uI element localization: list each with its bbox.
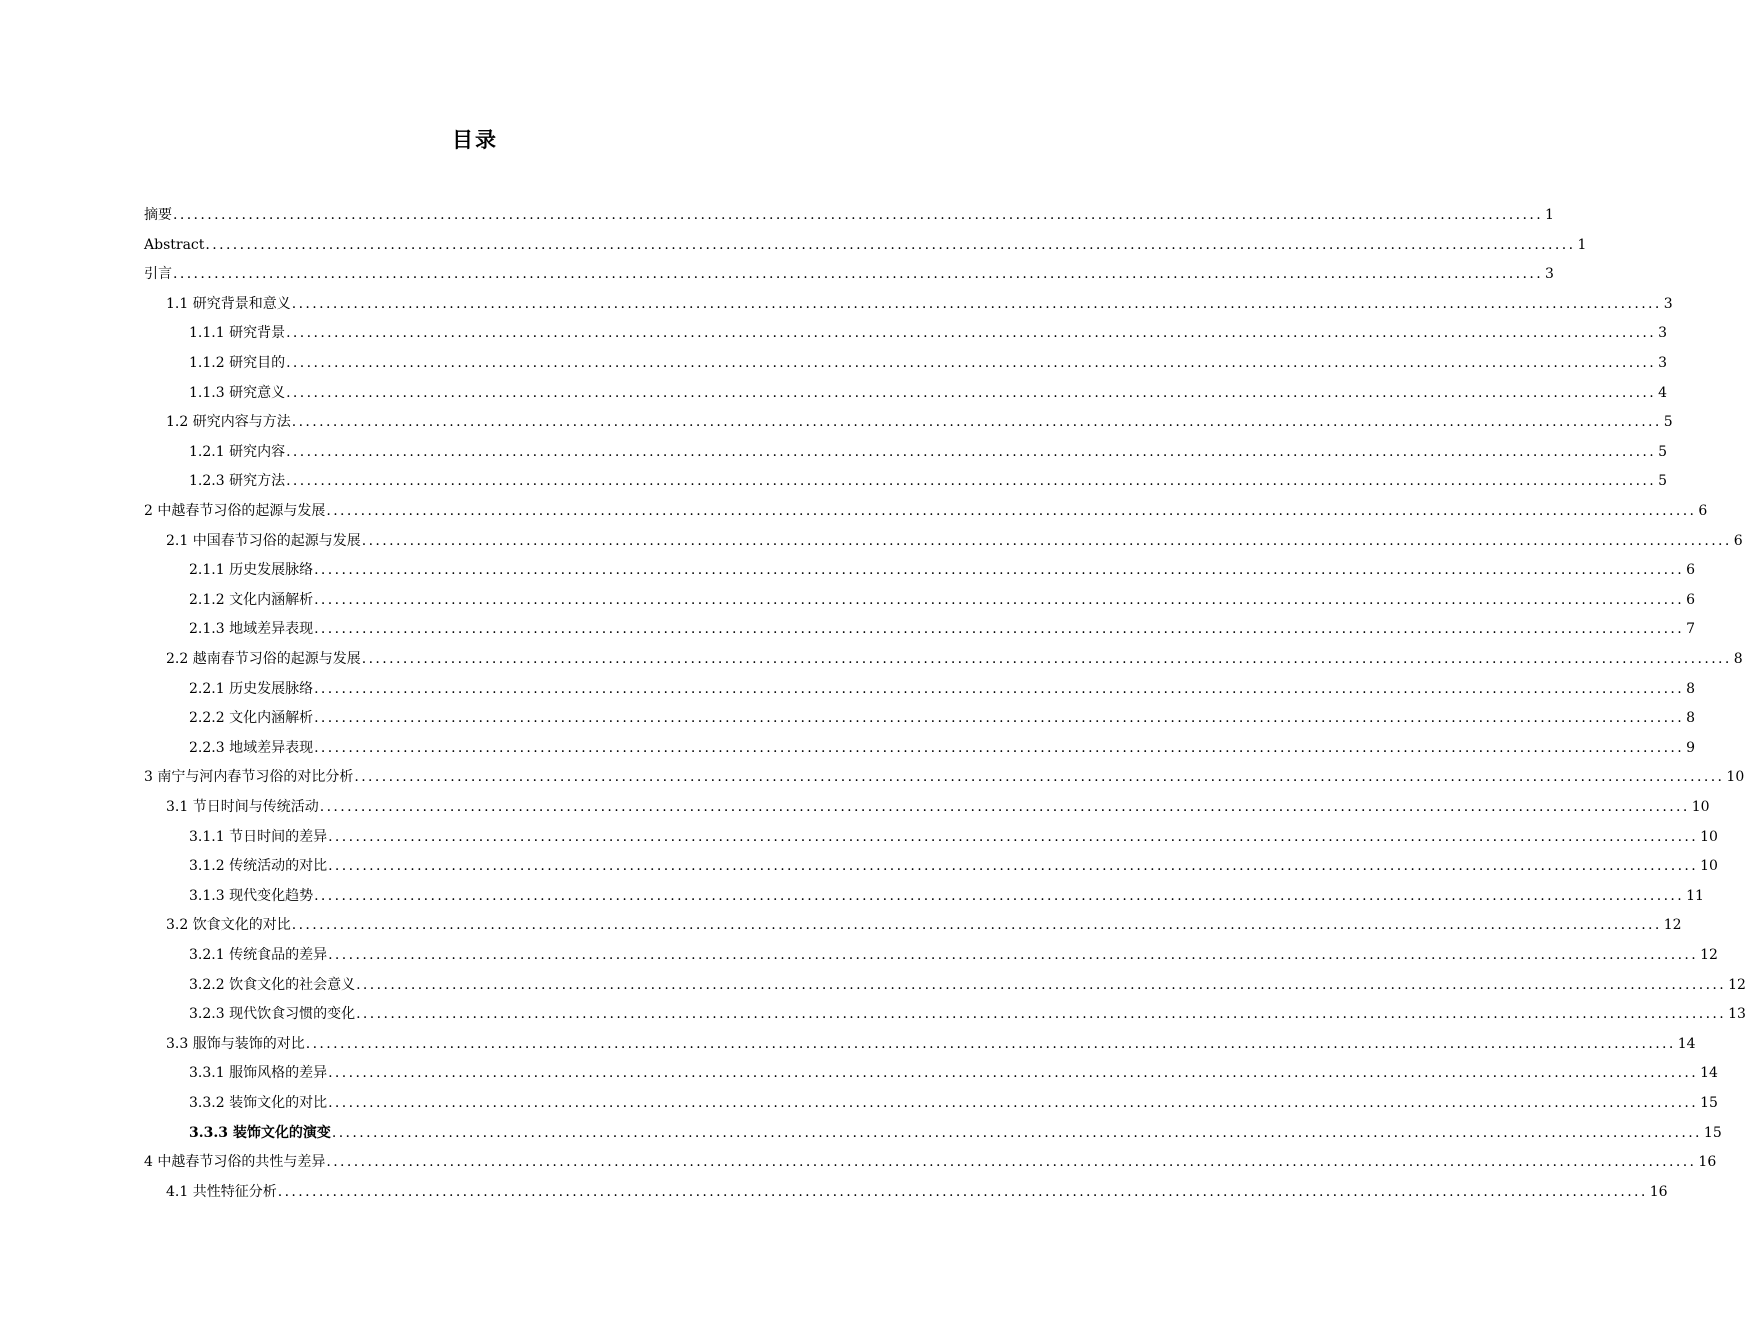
- toc-entry[interactable]: [189, 1122, 1722, 1144]
- toc-entry-label: 3.2.3 现代饮食习惯的变化: [189, 1006, 356, 1022]
- toc-entry-label: 3.3 服饰与装饰的对比: [166, 1036, 305, 1052]
- toc-entry-page-number: 12: [1700, 947, 1718, 963]
- toc-leader-dots: ........................................................................................................................................................................................................: [291, 414, 1662, 430]
- toc-entry-label: 2.1 中国春节习俗的起源与发展: [166, 533, 361, 549]
- toc-leader-dots: ........................................................................................................................................................................................................: [305, 1036, 1676, 1052]
- toc-entry[interactable]: [189, 1092, 1718, 1114]
- toc-entry-label: 1.2.1 研究内容: [189, 444, 286, 460]
- toc-entry-page-number: 12: [1728, 977, 1746, 993]
- toc-entry[interactable]: [166, 914, 1682, 936]
- toc-leader-dots: ........................................................................................................................................................................................................: [286, 473, 1657, 489]
- toc-entry-page-number: 12: [1663, 917, 1682, 933]
- toc-entry-page-number: 6: [1686, 562, 1696, 578]
- toc-entry-label: 3.1 节日时间与传统活动: [166, 799, 319, 815]
- toc-entry-label: 2.1.2 文化内涵解析: [189, 592, 314, 608]
- toc-entry[interactable]: [189, 618, 1696, 640]
- toc-leader-dots: ........................................................................................................................................................................................................: [277, 1184, 1648, 1200]
- toc-entry[interactable]: [189, 974, 1746, 996]
- toc-entry[interactable]: [144, 263, 1554, 285]
- toc-entry-page-number: 8: [1733, 651, 1743, 667]
- toc-entry[interactable]: [189, 707, 1696, 729]
- toc-entry-label: 3.3.2 装饰文化的对比: [189, 1095, 328, 1111]
- toc-entry[interactable]: [189, 678, 1696, 700]
- toc-entry-page-number: 14: [1700, 1065, 1718, 1081]
- toc-entry[interactable]: [166, 411, 1673, 433]
- toc-leader-dots: ........................................................................................................................................................................................................: [291, 917, 1662, 933]
- toc-leader-dots: ........................................................................................................................................................................................................: [328, 947, 1699, 963]
- toc-leader-dots: ........................................................................................................................................................................................................: [356, 1006, 1727, 1022]
- page-title: 目录: [452, 128, 498, 152]
- toc-entry-label: 3.1.3 现代变化趋势: [189, 888, 314, 904]
- toc-entry-page-number: 3: [1658, 325, 1668, 341]
- toc-leader-dots: ........................................................................................................................................................................................................: [314, 621, 1685, 637]
- toc-entry-page-number: 8: [1686, 710, 1696, 726]
- toc-entry[interactable]: [189, 826, 1718, 848]
- toc-entry[interactable]: [166, 530, 1743, 552]
- toc-entry-label: 2.1.1 历史发展脉络: [189, 562, 314, 578]
- toc-leader-dots: ........................................................................................................................................................................................................: [314, 681, 1685, 697]
- toc-entry-label: 3.1.1 节日时间的差异: [189, 829, 328, 845]
- toc-entry[interactable]: [189, 1003, 1746, 1025]
- toc-entry-page-number: 1: [1545, 207, 1554, 223]
- toc-entry[interactable]: [144, 204, 1554, 226]
- toc-entry-page-number: 6: [1686, 592, 1696, 608]
- toc-entry-page-number: 10: [1726, 769, 1745, 785]
- toc-entry-page-number: 14: [1677, 1036, 1696, 1052]
- toc-entry-label: 3.1.2 传统活动的对比: [189, 858, 328, 874]
- toc-entry-page-number: 4: [1658, 385, 1668, 401]
- toc-entry[interactable]: [189, 737, 1696, 759]
- toc-entry-page-number: 10: [1691, 799, 1710, 815]
- toc-leader-dots: ........................................................................................................................................................................................................: [314, 592, 1685, 608]
- toc-entry[interactable]: [189, 885, 1704, 907]
- toc-leader-dots: ........................................................................................................................................................................................................: [173, 207, 1544, 223]
- toc-leader-dots: ........................................................................................................................................................................................................: [328, 1095, 1699, 1111]
- toc-entry-page-number: 3: [1663, 296, 1673, 312]
- toc-leader-dots: ........................................................................................................................................................................................................: [328, 1065, 1699, 1081]
- toc-entry[interactable]: [189, 944, 1718, 966]
- toc-entry-page-number: 3: [1658, 355, 1668, 371]
- toc-leader-dots: ........................................................................................................................................................................................................: [328, 829, 1699, 845]
- toc-entry-page-number: 6: [1733, 533, 1743, 549]
- toc-entry[interactable]: [189, 441, 1668, 463]
- toc-entry-label: 1.1.1 研究背景: [189, 325, 286, 341]
- toc-entry[interactable]: [166, 648, 1743, 670]
- toc-entry[interactable]: [189, 559, 1696, 581]
- toc-entry-label: 3.2.2 饮食文化的社会意义: [189, 977, 356, 993]
- toc-entry-label: 1.2 研究内容与方法: [166, 414, 291, 430]
- toc-entry-label: 2.2 越南春节习俗的起源与发展: [166, 651, 361, 667]
- toc-entry[interactable]: [166, 1033, 1696, 1055]
- toc-leader-dots: ........................................................................................................................................................................................................: [328, 858, 1699, 874]
- toc-leader-dots: ........................................................................................................................................................................................................: [286, 385, 1657, 401]
- toc-entry-page-number: 8: [1686, 681, 1696, 697]
- toc-entry-page-number: 16: [1649, 1184, 1668, 1200]
- toc-entry-page-number: 5: [1663, 414, 1673, 430]
- toc-entry-page-number: 15: [1700, 1095, 1718, 1111]
- toc-entry[interactable]: [189, 470, 1668, 492]
- toc-leader-dots: ........................................................................................................................................................................................................: [173, 266, 1544, 282]
- toc-entry-label: 1.2.3 研究方法: [189, 473, 286, 489]
- toc-entry-page-number: 1: [1577, 237, 1587, 253]
- toc-entry[interactable]: [144, 234, 1587, 256]
- toc-entry[interactable]: [144, 1151, 1717, 1173]
- toc-leader-dots: ........................................................................................................................................................................................................: [319, 799, 1690, 815]
- toc-entry-label: 3.3.3 装饰文化的演变: [189, 1125, 331, 1141]
- toc-entry[interactable]: [189, 589, 1696, 611]
- toc-entry[interactable]: [166, 1181, 1668, 1203]
- toc-entry-page-number: 16: [1698, 1154, 1717, 1170]
- toc-entry-page-number: 5: [1658, 444, 1668, 460]
- toc-entry-label: Abstract: [144, 237, 205, 253]
- toc-leader-dots: ........................................................................................................................................................................................................: [314, 562, 1685, 578]
- toc-leader-dots: ........................................................................................................................................................................................................: [286, 355, 1657, 371]
- toc-entry-page-number: 11: [1686, 888, 1704, 904]
- toc-leader-dots: ........................................................................................................................................................................................................: [361, 651, 1732, 667]
- toc-entry-label: 2 中越春节习俗的起源与发展: [144, 503, 326, 519]
- toc-leader-dots: ........................................................................................................................................................................................................: [326, 503, 1697, 519]
- toc-leader-dots: ........................................................................................................................................................................................................: [356, 977, 1727, 993]
- toc-entry-page-number: 13: [1728, 1006, 1746, 1022]
- toc-entry-label: 引言: [144, 266, 172, 282]
- toc-entry-page-number: 10: [1700, 858, 1718, 874]
- toc-entry-label: 2.2.3 地域差异表现: [189, 740, 314, 756]
- toc-entry-page-number: 6: [1698, 503, 1708, 519]
- toc-entry-label: 3 南宁与河内春节习俗的对比分析: [144, 769, 354, 785]
- toc-entry-label: 2.1.3 地域差异表现: [189, 621, 314, 637]
- toc-leader-dots: ........................................................................................................................................................................................................: [314, 740, 1685, 756]
- toc-leader-dots: ........................................................................................................................................................................................................: [361, 533, 1732, 549]
- toc-entry-page-number: 10: [1700, 829, 1718, 845]
- toc-entry[interactable]: [166, 796, 1710, 818]
- toc-entry-label: 1.1.2 研究目的: [189, 355, 286, 371]
- toc-entry[interactable]: [189, 855, 1718, 877]
- toc-leader-dots: ........................................................................................................................................................................................................: [286, 444, 1657, 460]
- toc-entry-label: 3.3.1 服饰风格的差异: [189, 1065, 328, 1081]
- toc-entry[interactable]: [144, 766, 1745, 788]
- toc-entry-label: 摘要: [144, 207, 172, 223]
- toc-entry[interactable]: [166, 293, 1673, 315]
- toc-entry-page-number: 5: [1658, 473, 1668, 489]
- toc-entry-page-number: 15: [1703, 1125, 1722, 1141]
- toc-leader-dots: ........................................................................................................................................................................................................: [326, 1154, 1697, 1170]
- toc-entry[interactable]: [189, 382, 1668, 404]
- toc-leader-dots: ........................................................................................................................................................................................................: [205, 237, 1576, 253]
- toc-leader-dots: ........................................................................................................................................................................................................: [291, 296, 1662, 312]
- toc-entry[interactable]: [189, 322, 1668, 344]
- toc-entry[interactable]: [144, 500, 1708, 522]
- toc-entry-label: 3.2.1 传统食品的差异: [189, 947, 328, 963]
- toc-entry-page-number: 9: [1686, 740, 1696, 756]
- toc-leader-dots: ........................................................................................................................................................................................................: [331, 1125, 1702, 1141]
- toc-entry-page-number: 7: [1686, 621, 1696, 637]
- toc-entry-label: 3.2 饮食文化的对比: [166, 917, 291, 933]
- toc-leader-dots: ........................................................................................................................................................................................................: [286, 325, 1657, 341]
- toc-entry[interactable]: [189, 1062, 1718, 1084]
- toc-entry-label: 4 中越春节习俗的共性与差异: [144, 1154, 326, 1170]
- toc-entry[interactable]: [189, 352, 1668, 374]
- toc-entry-page-number: 3: [1545, 266, 1554, 282]
- toc-leader-dots: ........................................................................................................................................................................................................: [354, 769, 1725, 785]
- toc-entry-label: 1.1.3 研究意义: [189, 385, 286, 401]
- toc-entry-label: 4.1 共性特征分析: [166, 1184, 277, 1200]
- toc-leader-dots: ........................................................................................................................................................................................................: [314, 710, 1685, 726]
- toc-entry-label: 2.2.1 历史发展脉络: [189, 681, 314, 697]
- toc-entry-label: 2.2.2 文化内涵解析: [189, 710, 314, 726]
- toc-leader-dots: ........................................................................................................................................................................................................: [314, 888, 1685, 904]
- toc-entry-label: 1.1 研究背景和意义: [166, 296, 291, 312]
